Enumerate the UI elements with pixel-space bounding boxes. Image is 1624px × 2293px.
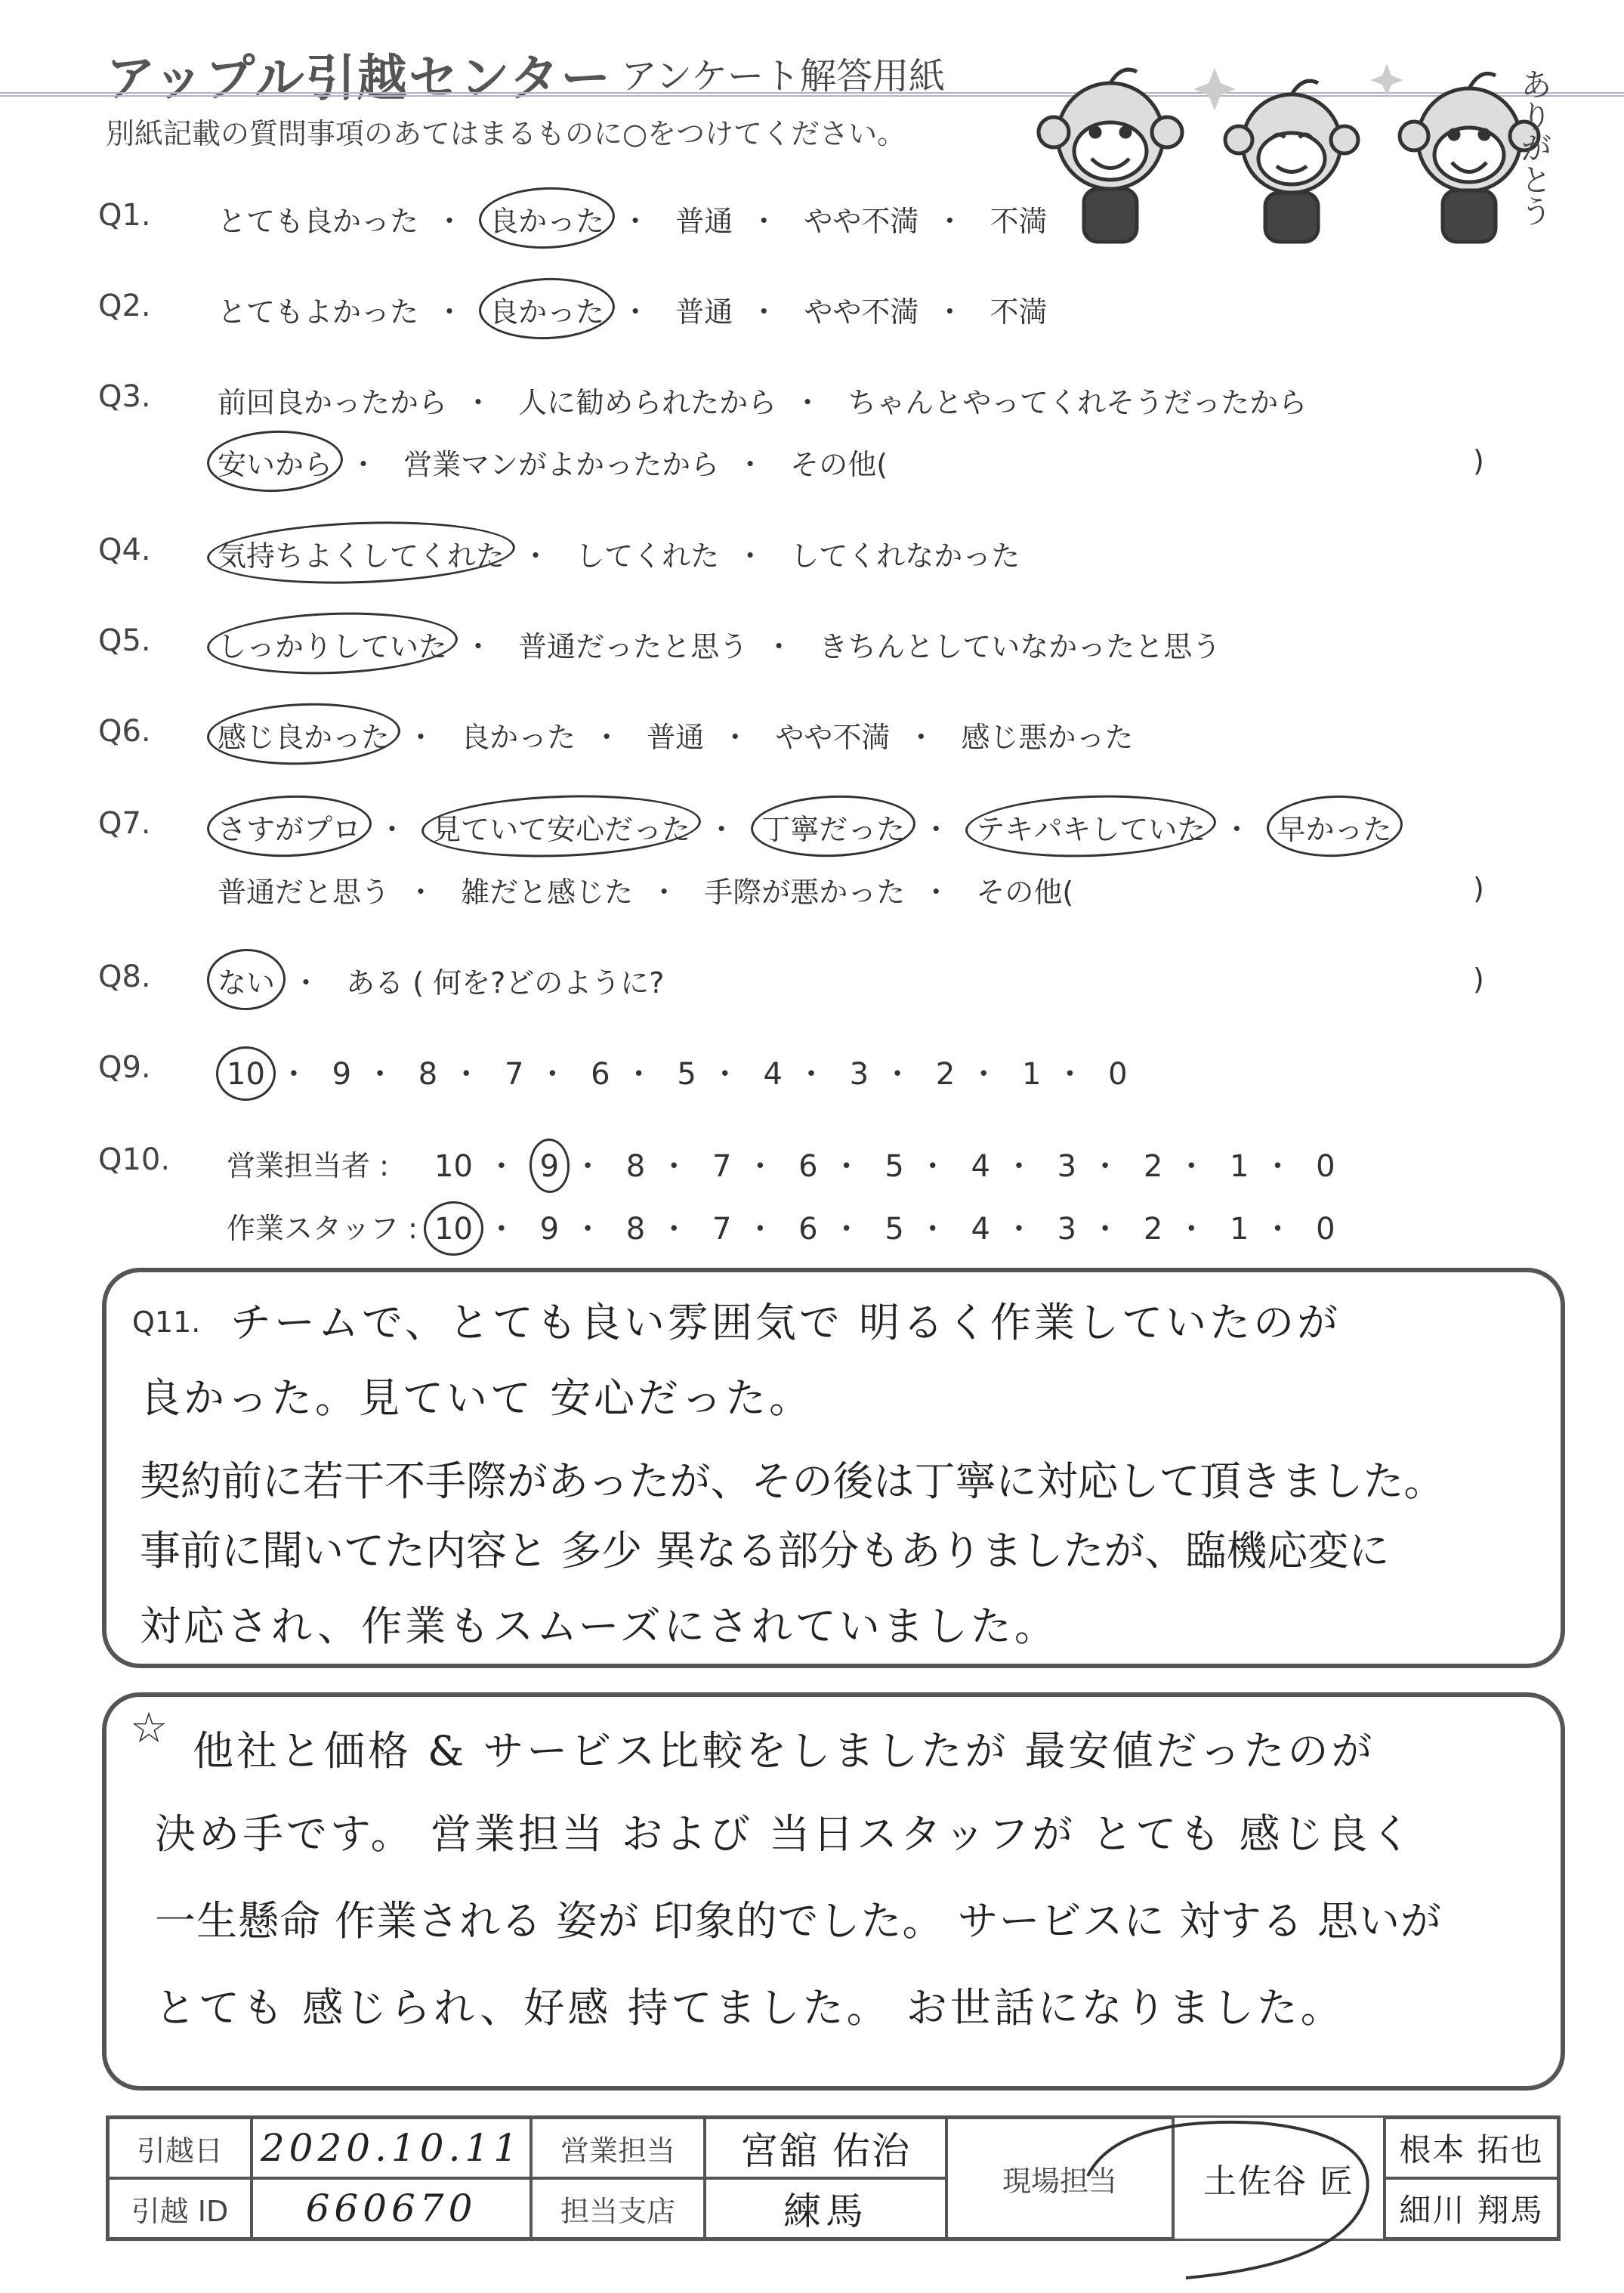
- q10-score[interactable]: 2: [1143, 1149, 1163, 1184]
- comment-line: 決め手です。 営業担当 および 当日スタッフが とても 感じ良く: [155, 1810, 1415, 1858]
- q6-option[interactable]: 感じ悪かった: [961, 721, 1134, 754]
- q2-option[interactable]: やや不満: [804, 295, 919, 329]
- q1-option[interactable]: やや不満: [804, 205, 919, 238]
- q9-score[interactable]: 4: [763, 1057, 783, 1092]
- q6-option[interactable]: 良かった: [461, 721, 576, 754]
- q10-score[interactable]: 3: [1057, 1149, 1077, 1184]
- comment-line: 一生懸命 作業される 姿が 印象的でした。 サービスに 対する 思いが: [155, 1897, 1442, 1945]
- q10-score[interactable]: 3: [1057, 1212, 1077, 1247]
- q11-line: 良かった。見ていて 安心だった。: [140, 1374, 814, 1422]
- q9-score[interactable]: 0: [1108, 1057, 1128, 1092]
- q10-staff-scores: 10 ・ 9 ・ 8 ・ 7 ・ 6 ・ 5 ・ 4 ・ 3 ・ 2 ・ 1 ・ 0: [434, 1212, 1335, 1247]
- instruction-text: 別紙記載の質問事項のあてはまるものに○をつけてください。: [106, 117, 906, 150]
- q8-option-selected[interactable]: ない: [218, 960, 275, 1001]
- q11-line: 契約前に若干不手際があったが、その後は丁寧に対応して頂きました。: [140, 1457, 1445, 1505]
- q10-score[interactable]: 4: [971, 1212, 990, 1247]
- q10-score[interactable]: 0: [1316, 1149, 1335, 1184]
- q7-option-selected[interactable]: テキパキしていた: [976, 806, 1206, 848]
- move-id-value: 660670: [305, 2186, 477, 2230]
- q7-option-selected[interactable]: さすがプロ: [218, 806, 361, 848]
- q7-option[interactable]: 雑だと感じた: [461, 876, 634, 909]
- q1-options: とても良かった ・ 良かった ・ 普通 ・ やや不満 ・ 不満: [218, 198, 1048, 239]
- move-date-value: 2020.10.11: [260, 2126, 523, 2170]
- comment-line: とても 感じられ、好感 持てました。 お世話になりました。: [155, 1984, 1345, 2032]
- move-date-label: 引越日: [136, 2134, 223, 2168]
- q11-line: 事前に聞いてた内容と 多少 異なる部分もありましたが、臨機応変に: [140, 1527, 1390, 1575]
- q9-score-selected[interactable]: 10: [227, 1057, 265, 1092]
- q7-option-selected[interactable]: 早かった: [1277, 806, 1392, 848]
- q9-score[interactable]: 9: [332, 1057, 352, 1092]
- sales-name-value: 宮舘 佑治: [740, 2129, 911, 2173]
- branch-label: 担当支店: [560, 2194, 675, 2228]
- question-number: Q4.: [98, 533, 151, 567]
- q8-paren-close: ): [1473, 963, 1484, 996]
- site-staff-cell-2: [1385, 2118, 1558, 2178]
- monkey-mascot-2: [1225, 81, 1358, 242]
- move-id-label-cell: [108, 2178, 252, 2239]
- q2-option[interactable]: 普通: [675, 295, 733, 329]
- q10-score[interactable]: 7: [712, 1149, 732, 1184]
- q10-score-selected[interactable]: 10: [434, 1212, 473, 1247]
- q9-score[interactable]: 2: [935, 1057, 956, 1092]
- q1-option[interactable]: 不満: [990, 205, 1048, 238]
- move-date-cell: [252, 2118, 531, 2178]
- sales-name-cell: [705, 2118, 946, 2178]
- q9-score[interactable]: 5: [677, 1057, 696, 1092]
- q10-score[interactable]: 0: [1316, 1212, 1335, 1247]
- q10-score[interactable]: 1: [1230, 1149, 1249, 1184]
- move-date-label-cell: [108, 2118, 252, 2178]
- q4-option[interactable]: してくれなかった: [790, 539, 1020, 573]
- q11-line: 対応され、作業もスムーズにされていました。: [140, 1602, 1058, 1650]
- q9-score[interactable]: 6: [591, 1057, 610, 1092]
- question-number: Q5.: [98, 623, 151, 658]
- q7-option[interactable]: 普通だと思う: [218, 876, 391, 909]
- q5-options: しっかりしていた ・ 普通だったと思う ・ きちんとしていなかったと思う: [218, 623, 1221, 665]
- question-number: Q6.: [98, 714, 151, 749]
- q2-options: とてもよかった ・ 良かった ・ 普通 ・ やや不満 ・ 不満: [218, 289, 1048, 330]
- q3-option[interactable]: 営業マンがよかったから: [403, 448, 720, 481]
- q7-option[interactable]: 手際が悪かった: [704, 876, 906, 909]
- site-staff-name: 細川 翔馬: [1399, 2192, 1544, 2229]
- q10-score[interactable]: 4: [971, 1149, 990, 1184]
- q10-sales-label: 営業担当者 :: [227, 1149, 389, 1182]
- q10-score[interactable]: 5: [885, 1149, 904, 1184]
- q7-option-selected[interactable]: 見ていて安心だった: [432, 806, 690, 848]
- site-label: 現場担当: [1002, 2164, 1117, 2198]
- form-subtitle: アンケート解答用紙: [621, 55, 946, 97]
- sales-label-cell: [531, 2118, 705, 2178]
- sparkle-icon: [1193, 68, 1236, 110]
- brand-title: アップル引越センター: [106, 49, 613, 107]
- q9-score[interactable]: 3: [849, 1057, 869, 1092]
- branch-cell: [705, 2178, 946, 2239]
- q4-option[interactable]: してくれた: [576, 539, 720, 573]
- q6-option[interactable]: やや不満: [775, 721, 891, 754]
- q3-option[interactable]: ちゃんとやってくれそうだったから: [848, 386, 1308, 419]
- comment-line: 他社と価格 & サービス比較をしましたが 最安値だったのが: [193, 1727, 1375, 1775]
- q10-score[interactable]: 2: [1143, 1212, 1163, 1247]
- q8-option[interactable]: ある ( 何を?どのように?: [346, 966, 665, 1000]
- q3-option[interactable]: 人に勧められたから: [518, 386, 777, 419]
- q10-score[interactable]: 5: [885, 1212, 904, 1247]
- q5-option[interactable]: きちんとしていなかったと思う: [819, 630, 1221, 663]
- q3-options-line2: 安いから ・ 営業マンがよかったから ・ その他(: [218, 441, 888, 483]
- q11-line: チームで、とても良い雰囲気で 明るく作業していたのが: [230, 1299, 1341, 1346]
- q9-score[interactable]: 8: [418, 1057, 438, 1092]
- q9-scores: 10 ・ 9 ・ 8 ・ 7 ・ 6 ・ 5 ・ 4 ・ 3 ・ 2 ・ 1 ・ 0: [227, 1057, 1128, 1092]
- q6-options: 感じ良かった ・ 良かった ・ 普通 ・ やや不満 ・ 感じ悪かった: [218, 714, 1134, 756]
- q2-option[interactable]: とてもよかった: [218, 295, 419, 329]
- monkey-mascots-illustration: [1027, 53, 1571, 249]
- site-staff-name: 根本 拓也: [1399, 2131, 1544, 2168]
- q10-score[interactable]: 8: [625, 1212, 646, 1247]
- q10-score[interactable]: 9: [539, 1212, 560, 1247]
- question-number: Q1.: [98, 198, 151, 233]
- q10-score[interactable]: 7: [712, 1212, 732, 1247]
- q3-paren-close: ): [1473, 444, 1484, 477]
- sparkle-icon: [1370, 63, 1403, 97]
- q10-score[interactable]: 6: [798, 1149, 818, 1184]
- q3-options-line1: 前回良かったから ・ 人に勧められたから ・ ちゃんとやってくれそうだったから: [218, 379, 1307, 421]
- q3-option-selected[interactable]: 安いから: [218, 441, 332, 483]
- q3-option-other[interactable]: その他(: [790, 448, 888, 481]
- q1-option-selected[interactable]: 良かった: [489, 198, 604, 239]
- question-number: Q9.: [98, 1050, 151, 1085]
- branch-value: 練馬: [783, 2189, 868, 2233]
- question-number: Q2.: [98, 289, 151, 323]
- q10-score[interactable]: 1: [1230, 1212, 1249, 1247]
- question-number: Q8.: [98, 960, 151, 994]
- q7-option-other[interactable]: その他(: [976, 876, 1074, 909]
- question-number: Q10.: [98, 1142, 171, 1177]
- q1-option[interactable]: とても良かった: [218, 205, 419, 238]
- q6-option-selected[interactable]: 感じ良かった: [218, 714, 390, 756]
- q9-score[interactable]: 1: [1022, 1057, 1042, 1092]
- q7-paren-close: ): [1473, 872, 1484, 905]
- move-id-label: 引越 ID: [131, 2194, 229, 2228]
- q3-option[interactable]: 前回良かったから: [218, 386, 448, 419]
- question-number: Q3.: [98, 379, 151, 414]
- q10-score[interactable]: 6: [798, 1212, 818, 1247]
- move-id-cell: [252, 2178, 531, 2239]
- q6-option[interactable]: 普通: [647, 721, 705, 754]
- q4-options: 気持ちよくしてくれた ・ してくれた ・ してくれなかった: [218, 533, 1020, 574]
- q10-score[interactable]: 10: [434, 1149, 473, 1184]
- mascot-caption: ありがとう: [1516, 68, 1553, 227]
- site-staff-name: 土佐谷 匠: [1203, 2162, 1354, 2201]
- q8-options: ない ・ ある ( 何を?どのように?: [218, 960, 664, 1001]
- site-staff-cell-3: [1385, 2178, 1558, 2239]
- q7-option-selected[interactable]: 丁寧だった: [761, 806, 905, 848]
- q2-option-selected[interactable]: 良かった: [489, 289, 604, 330]
- q4-option-selected[interactable]: 気持ちよくしてくれた: [218, 533, 505, 574]
- site-staff-hand-circle: [1073, 2100, 1390, 2289]
- question-number: Q7.: [98, 806, 151, 841]
- branch-label-cell: [531, 2178, 705, 2239]
- q7-options-line1: さすがプロ ・ 見ていて安心だった ・ 丁寧だった ・ テキパキしていた ・ 早かった: [218, 806, 1392, 848]
- q10-sales-scores: 10 ・ 9 ・ 8 ・ 7 ・ 6 ・ 5 ・ 4 ・ 3 ・ 2 ・ 1 ・ 0: [434, 1149, 1335, 1184]
- q11-label: Q11.: [132, 1306, 201, 1339]
- q5-option[interactable]: 普通だったと思う: [518, 630, 749, 663]
- monkey-mascot-1: [1039, 70, 1182, 242]
- q10-score[interactable]: 8: [625, 1149, 646, 1184]
- q9-score[interactable]: 7: [504, 1057, 524, 1092]
- star-icon: ☆: [130, 1704, 168, 1753]
- q10-staff-label: 作業スタッフ :: [227, 1212, 418, 1245]
- q1-option[interactable]: 普通: [675, 205, 733, 238]
- q5-option-selected[interactable]: しっかりしていた: [218, 623, 447, 665]
- sales-label: 営業担当: [560, 2134, 675, 2168]
- q10-score-selected[interactable]: 9: [539, 1149, 560, 1184]
- q7-options-line2: 普通だと思う ・ 雑だと感じた ・ 手際が悪かった ・ その他(: [218, 869, 1073, 910]
- q2-option[interactable]: 不満: [990, 295, 1048, 329]
